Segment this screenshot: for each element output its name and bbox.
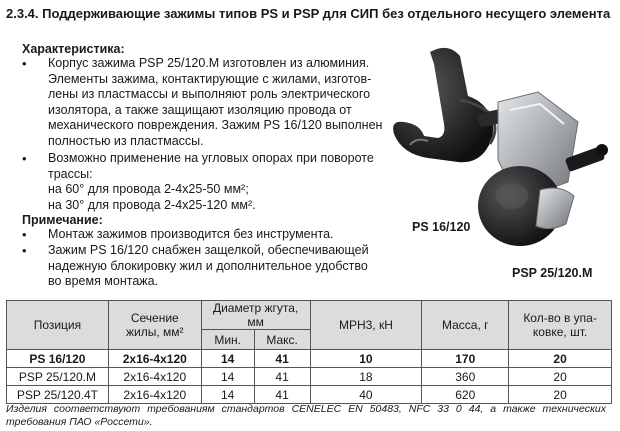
- characteristic-item-2: [48, 151, 388, 213]
- ps-16-120-label: PS 16/120: [412, 220, 471, 234]
- text-line: механического повреждения. Зажим PS 16/120 выполнен: [48, 118, 383, 132]
- cell-qty: 20: [509, 386, 612, 404]
- text-line: лены из пластмассы и выполняют роль электрического: [48, 87, 371, 101]
- header-max: Макс.: [254, 330, 310, 350]
- standards-footnote: Изделия соответствуют требованиям стандартов CENELEC EN 50483, NFC 33 0 44, а также технических требования ПАО «Россети».: [6, 403, 606, 428]
- cell-qty: 20: [509, 350, 612, 368]
- cell-max: 41: [254, 368, 310, 386]
- psp-25-120-label: PSP 25/120.М: [512, 266, 593, 280]
- clamp-photo: [390, 40, 615, 275]
- text-line: Возможно применение на угловых опорах при повороте: [48, 151, 374, 165]
- text-line: полностью из пластмассы.: [48, 133, 204, 148]
- table-row: [7, 386, 612, 404]
- specifications-table: [6, 300, 612, 404]
- note-item-2: [48, 243, 388, 290]
- cell-min: 14: [201, 386, 254, 404]
- angle-30-text: на 30° для провода 2-4x25-120 мм².: [48, 197, 256, 212]
- section-title: 2.3.4. Поддерживающие зажимы типов PS и PSP для СИП без отдельного несущего элемента: [6, 6, 611, 21]
- cell-position: PSP 25/120.4T: [7, 386, 109, 404]
- angle-60-text: на 60° для провода 2-4x25-50 мм²;: [48, 182, 249, 196]
- header-min: Мин.: [201, 330, 254, 350]
- header-qty: [509, 301, 612, 350]
- cell-max: 41: [254, 386, 310, 404]
- characteristics-heading: Характеристика:: [22, 42, 125, 56]
- text-line: Корпус зажима PSP 25/120.М изготовлен из алюминия.: [48, 56, 370, 70]
- cell-section: 2x16-4x120: [108, 350, 201, 368]
- characteristic-item-1: [48, 56, 388, 149]
- notes-heading: Примечание:: [22, 213, 103, 227]
- psp-clamp-image: [478, 92, 608, 246]
- cell-min: 14: [201, 350, 254, 368]
- cell-max: 41: [254, 350, 310, 368]
- cell-mass: 170: [422, 350, 509, 368]
- bullet-icon: •: [22, 243, 27, 258]
- bullet-icon: •: [22, 227, 27, 242]
- cell-mrn: 10: [310, 350, 422, 368]
- header-qty-line: Кол-во в упа-: [523, 311, 597, 325]
- text-line: трассы:: [48, 166, 93, 181]
- cell-position: PS 16/120: [7, 350, 109, 368]
- header-mass: Масса, г: [422, 301, 509, 350]
- table-header-row: [7, 301, 612, 330]
- header-qty-line: ковке, шт.: [532, 325, 588, 339]
- cell-min: 14: [201, 368, 254, 386]
- cell-section: 2x16-4x120: [108, 386, 201, 404]
- text-line: изолятора, а также защищают изоляцию провода от: [48, 102, 352, 117]
- note-item-1: Монтаж зажимов производится без инструмента.: [48, 227, 334, 241]
- ps-clamp-image: [393, 48, 515, 162]
- cell-mass: 620: [422, 386, 509, 404]
- bullet-icon: •: [22, 151, 27, 166]
- text-line: надежную блокировку жил и дополнительное удобство: [48, 258, 368, 273]
- bullet-icon: •: [22, 56, 27, 71]
- header-mrn: МРН3, кН: [310, 301, 422, 350]
- header-section-line: Сечение: [130, 311, 179, 325]
- table-row: [7, 368, 612, 386]
- table-row: [7, 350, 612, 368]
- cell-mrn: 40: [310, 386, 422, 404]
- text-line: Зажим PS 16/120 снабжен защелкой, обеспечивающей: [48, 243, 369, 257]
- header-position: Позиция: [7, 301, 109, 350]
- cell-position: PSP 25/120.М: [7, 368, 109, 386]
- header-diameter: Диаметр жгута, мм: [201, 301, 310, 330]
- cell-section: 2x16-4x120: [108, 368, 201, 386]
- header-section: [108, 301, 201, 350]
- cell-qty: 20: [509, 368, 612, 386]
- text-line: во время монтажа.: [48, 274, 159, 288]
- cell-mrn: 18: [310, 368, 422, 386]
- header-section-line: жилы, мм²: [126, 325, 184, 339]
- text-line: Элементы зажима, контактирующие с жилами, изготов-: [48, 71, 372, 86]
- cell-mass: 360: [422, 368, 509, 386]
